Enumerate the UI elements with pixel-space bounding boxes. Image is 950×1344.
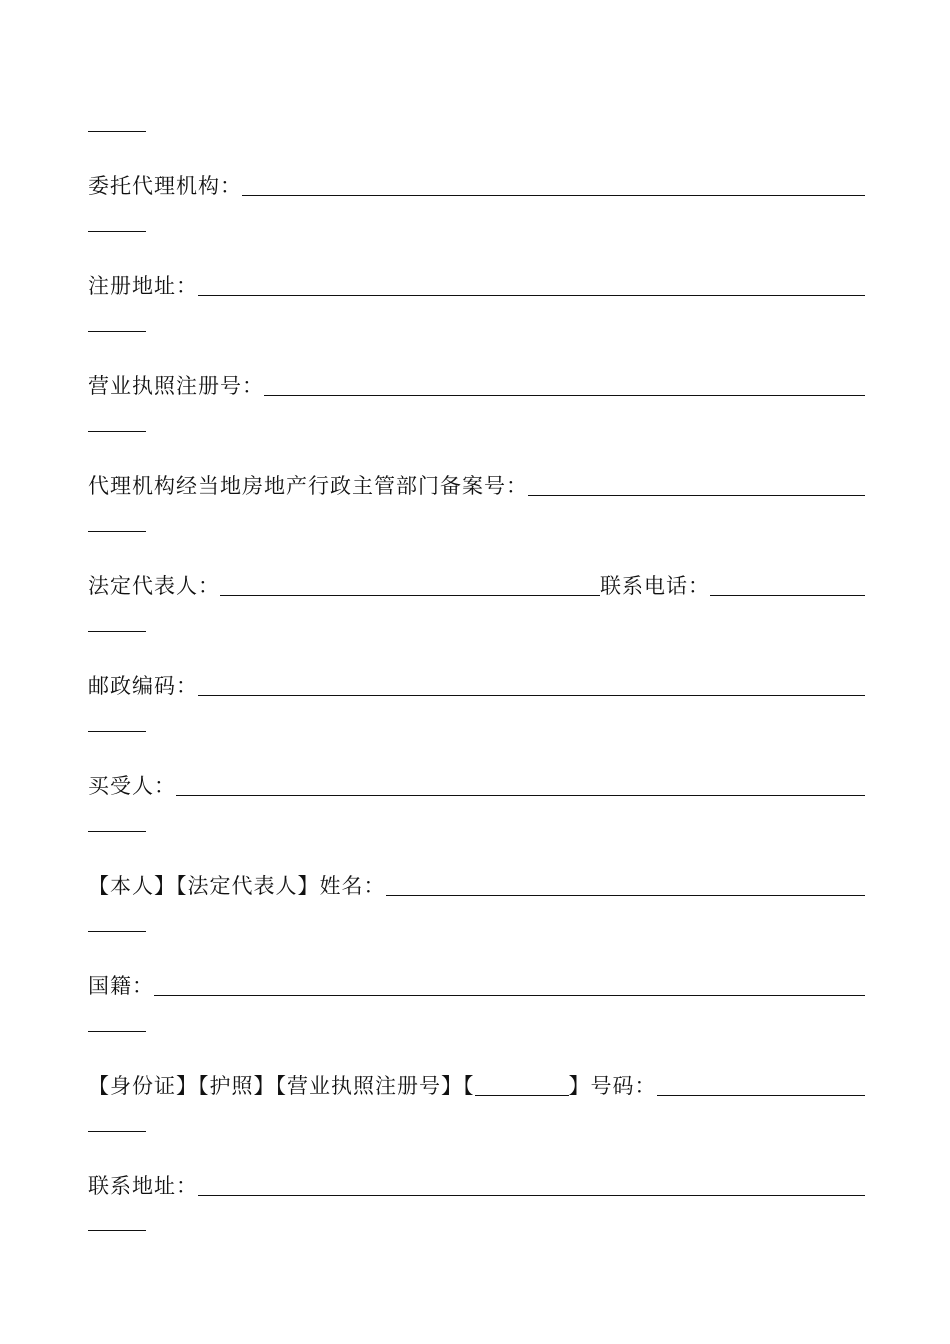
id-number-label: 】号码：	[568, 1074, 657, 1098]
continuation-line	[88, 1031, 146, 1032]
continuation-line	[88, 1230, 146, 1231]
buyer-label: 买受人：	[88, 774, 176, 798]
registered-address-label: 注册地址：	[88, 274, 198, 298]
id-number-field[interactable]	[657, 1095, 866, 1096]
record-number-field[interactable]	[528, 495, 865, 496]
continuation-line	[88, 731, 146, 732]
nationality-row	[88, 970, 865, 1000]
legal-rep-row	[88, 570, 865, 600]
name-field[interactable]	[386, 895, 866, 896]
id-type-label: 【身份证】【护照】【营业执照注册号】【	[88, 1074, 475, 1098]
continuation-line	[88, 531, 146, 532]
continuation-line	[88, 631, 146, 632]
continuation-line	[88, 831, 146, 832]
nationality-label: 国籍：	[88, 974, 154, 998]
id-type-other-field[interactable]	[475, 1095, 569, 1096]
continuation-line	[88, 931, 146, 932]
postal-code-label: 邮政编码：	[88, 674, 198, 698]
contact-phone-label: 联系电话：	[600, 574, 710, 598]
contact-address-row	[88, 1170, 865, 1200]
business-license-field[interactable]	[264, 395, 865, 396]
contact-phone-field[interactable]	[710, 595, 865, 596]
registered-address-field[interactable]	[198, 295, 865, 296]
delegate-agency-field[interactable]	[242, 195, 865, 196]
name-row	[88, 870, 865, 900]
buyer-field[interactable]	[176, 795, 865, 796]
business-license-label: 营业执照注册号：	[88, 374, 264, 398]
record-number-label: 代理机构经当地房地产行政主管部门备案号：	[88, 474, 528, 498]
name-label: 【本人】【法定代表人】姓名：	[88, 874, 386, 898]
continuation-line	[88, 131, 146, 132]
delegate-agency-row	[88, 170, 865, 200]
business-license-row	[88, 370, 865, 400]
registered-address-row	[88, 270, 865, 300]
id-number-row	[88, 1070, 865, 1100]
record-number-row	[88, 470, 865, 500]
contact-address-field[interactable]	[198, 1195, 865, 1196]
nationality-field[interactable]	[154, 995, 865, 996]
postal-code-field[interactable]	[198, 695, 865, 696]
legal-rep-label: 法定代表人：	[88, 574, 220, 598]
continuation-line	[88, 331, 146, 332]
buyer-row	[88, 770, 865, 800]
postal-code-row	[88, 670, 865, 700]
contact-address-label: 联系地址：	[88, 1174, 198, 1198]
continuation-line	[88, 1131, 146, 1132]
legal-rep-field[interactable]	[220, 595, 600, 596]
continuation-line	[88, 231, 146, 232]
continuation-line	[88, 431, 146, 432]
delegate-agency-label: 委托代理机构：	[88, 174, 242, 198]
